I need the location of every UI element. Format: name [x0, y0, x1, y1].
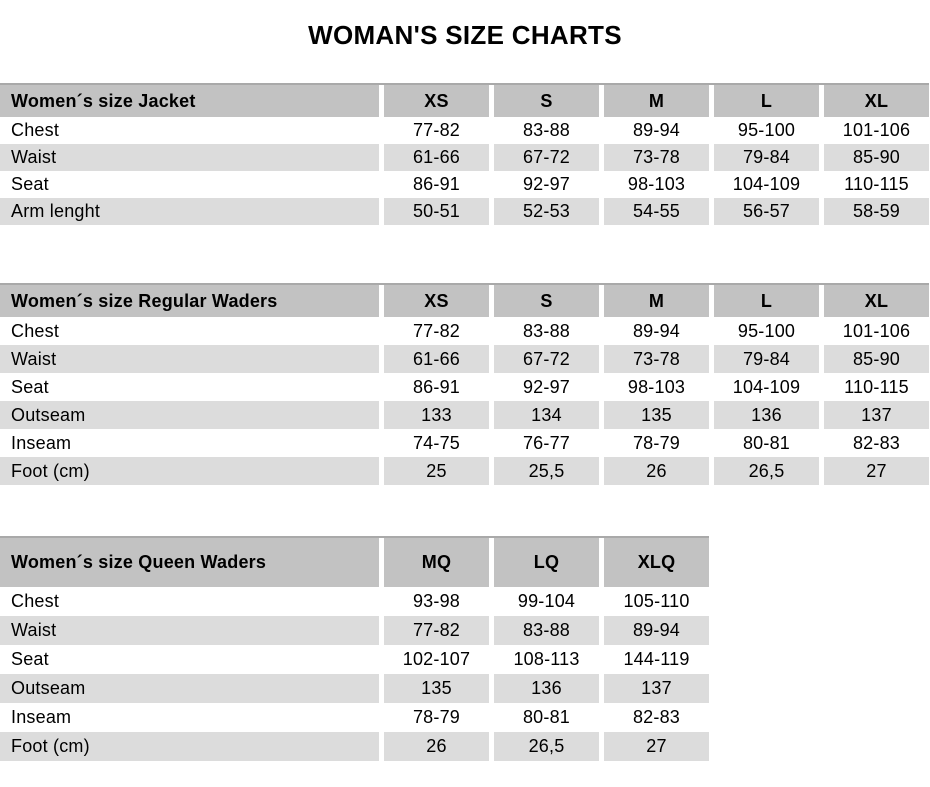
- table-row: [0, 457, 929, 485]
- size-value-cell: 110-115: [819, 373, 929, 401]
- size-value-cell: 26: [599, 457, 709, 485]
- size-value-cell: 86-91: [379, 373, 489, 401]
- row-label: Arm lenght: [11, 201, 101, 221]
- table-row: [0, 732, 709, 761]
- row-label: Waist: [11, 147, 57, 167]
- queen-waders-size-table: [0, 536, 709, 761]
- size-value-cell: 74-75: [379, 429, 489, 457]
- size-value-cell: 26,5: [489, 732, 599, 761]
- table-row: [0, 198, 929, 225]
- row-label: Chest: [11, 591, 60, 611]
- size-value-cell: 98-103: [599, 171, 709, 198]
- size-value-cell: 79-84: [709, 144, 819, 171]
- table-row: [0, 645, 709, 674]
- column-header-m: M: [599, 285, 709, 317]
- size-value-cell: 135: [379, 674, 489, 703]
- size-value-cell: 82-83: [599, 703, 709, 732]
- size-value-cell: 99-104: [489, 587, 599, 616]
- table-row: [0, 401, 929, 429]
- size-value-cell: 110-115: [819, 171, 929, 198]
- column-header-l: L: [709, 285, 819, 317]
- size-value-cell: 133: [379, 401, 489, 429]
- size-value-cell: 25: [379, 457, 489, 485]
- size-value-cell: 52-53: [489, 198, 599, 225]
- column-header-xs: XS: [379, 285, 489, 317]
- row-label: Inseam: [11, 707, 72, 727]
- size-value-cell: 137: [599, 674, 709, 703]
- table-row: [0, 171, 929, 198]
- size-value-cell: 80-81: [489, 703, 599, 732]
- table-title: Women´s size Jacket: [0, 85, 379, 117]
- size-value-cell: 92-97: [489, 171, 599, 198]
- column-header-l: L: [709, 85, 819, 117]
- row-label: Outseam: [11, 404, 86, 425]
- row-label: Outseam: [11, 678, 86, 698]
- page-title: WOMAN'S SIZE CHARTS: [308, 20, 622, 50]
- column-header-xl: XL: [819, 285, 929, 317]
- size-value-cell: 144-119: [599, 645, 709, 674]
- size-value-cell: 73-78: [599, 144, 709, 171]
- table-row: [0, 373, 929, 401]
- size-value-cell: 58-59: [819, 198, 929, 225]
- column-header-m: M: [599, 85, 709, 117]
- size-value-cell: 27: [819, 457, 929, 485]
- size-value-cell: 135: [599, 401, 709, 429]
- table-header-row: [0, 85, 929, 117]
- size-value-cell: 54-55: [599, 198, 709, 225]
- size-value-cell: 92-97: [489, 373, 599, 401]
- size-value-cell: 26,5: [709, 457, 819, 485]
- size-value-cell: 134: [489, 401, 599, 429]
- size-value-cell: 86-91: [379, 171, 489, 198]
- row-label: Waist: [11, 348, 57, 369]
- row-label: Chest: [11, 120, 60, 140]
- table-row: [0, 587, 709, 616]
- table-row: [0, 317, 929, 345]
- column-header-s: S: [489, 285, 599, 317]
- size-value-cell: 79-84: [709, 345, 819, 373]
- column-header-s: S: [489, 85, 599, 117]
- size-value-cell: 89-94: [599, 616, 709, 645]
- row-label: Seat: [11, 376, 49, 397]
- size-value-cell: 78-79: [379, 703, 489, 732]
- table-row: [0, 616, 709, 645]
- size-value-cell: 83-88: [489, 616, 599, 645]
- table-row: [0, 117, 929, 144]
- table-row: [0, 345, 929, 373]
- size-value-cell: 27: [599, 732, 709, 761]
- size-value-cell: 67-72: [489, 144, 599, 171]
- row-label: Seat: [11, 174, 49, 194]
- size-value-cell: 61-66: [379, 144, 489, 171]
- size-value-cell: 137: [819, 401, 929, 429]
- size-value-cell: 95-100: [709, 117, 819, 144]
- size-value-cell: 136: [709, 401, 819, 429]
- size-value-cell: 73-78: [599, 345, 709, 373]
- size-value-cell: 89-94: [599, 317, 709, 345]
- size-value-cell: 108-113: [489, 645, 599, 674]
- size-value-cell: 101-106: [819, 117, 929, 144]
- size-value-cell: 25,5: [489, 457, 599, 485]
- size-value-cell: 105-110: [599, 587, 709, 616]
- column-header-mq: MQ: [379, 538, 489, 587]
- row-label: Seat: [11, 649, 49, 669]
- size-value-cell: 136: [489, 674, 599, 703]
- table-row: [0, 703, 709, 732]
- size-value-cell: 83-88: [489, 117, 599, 144]
- size-value-cell: 89-94: [599, 117, 709, 144]
- column-header-xlq: XLQ: [599, 538, 709, 587]
- jacket-size-table: [0, 83, 929, 225]
- size-value-cell: 98-103: [599, 373, 709, 401]
- table-header-row: [0, 538, 709, 587]
- size-value-cell: 77-82: [379, 317, 489, 345]
- size-value-cell: 61-66: [379, 345, 489, 373]
- size-value-cell: 82-83: [819, 429, 929, 457]
- table-header-row: [0, 285, 929, 317]
- size-value-cell: 26: [379, 732, 489, 761]
- table-title: Women´s size Regular Waders: [0, 285, 379, 317]
- size-value-cell: 93-98: [379, 587, 489, 616]
- table-row: [0, 429, 929, 457]
- size-value-cell: 85-90: [819, 345, 929, 373]
- size-value-cell: 67-72: [489, 345, 599, 373]
- column-header-xl: XL: [819, 85, 929, 117]
- size-value-cell: 104-109: [709, 373, 819, 401]
- regular-waders-size-table: [0, 283, 929, 485]
- table-row: [0, 144, 929, 171]
- size-value-cell: 83-88: [489, 317, 599, 345]
- size-value-cell: 101-106: [819, 317, 929, 345]
- size-value-cell: 77-82: [379, 616, 489, 645]
- column-header-xs: XS: [379, 85, 489, 117]
- size-value-cell: 95-100: [709, 317, 819, 345]
- table-row: [0, 674, 709, 703]
- row-label: Foot (cm): [11, 736, 90, 756]
- row-label: Waist: [11, 620, 57, 640]
- size-value-cell: 77-82: [379, 117, 489, 144]
- size-value-cell: 104-109: [709, 171, 819, 198]
- size-value-cell: 50-51: [379, 198, 489, 225]
- size-value-cell: 102-107: [379, 645, 489, 674]
- size-value-cell: 78-79: [599, 429, 709, 457]
- size-value-cell: 56-57: [709, 198, 819, 225]
- table-title: Women´s size Queen Waders: [0, 538, 379, 587]
- row-label: Chest: [11, 320, 60, 341]
- row-label: Foot (cm): [11, 460, 90, 481]
- size-value-cell: 76-77: [489, 429, 599, 457]
- size-value-cell: 85-90: [819, 144, 929, 171]
- row-label: Inseam: [11, 432, 72, 453]
- column-header-lq: LQ: [489, 538, 599, 587]
- size-value-cell: 80-81: [709, 429, 819, 457]
